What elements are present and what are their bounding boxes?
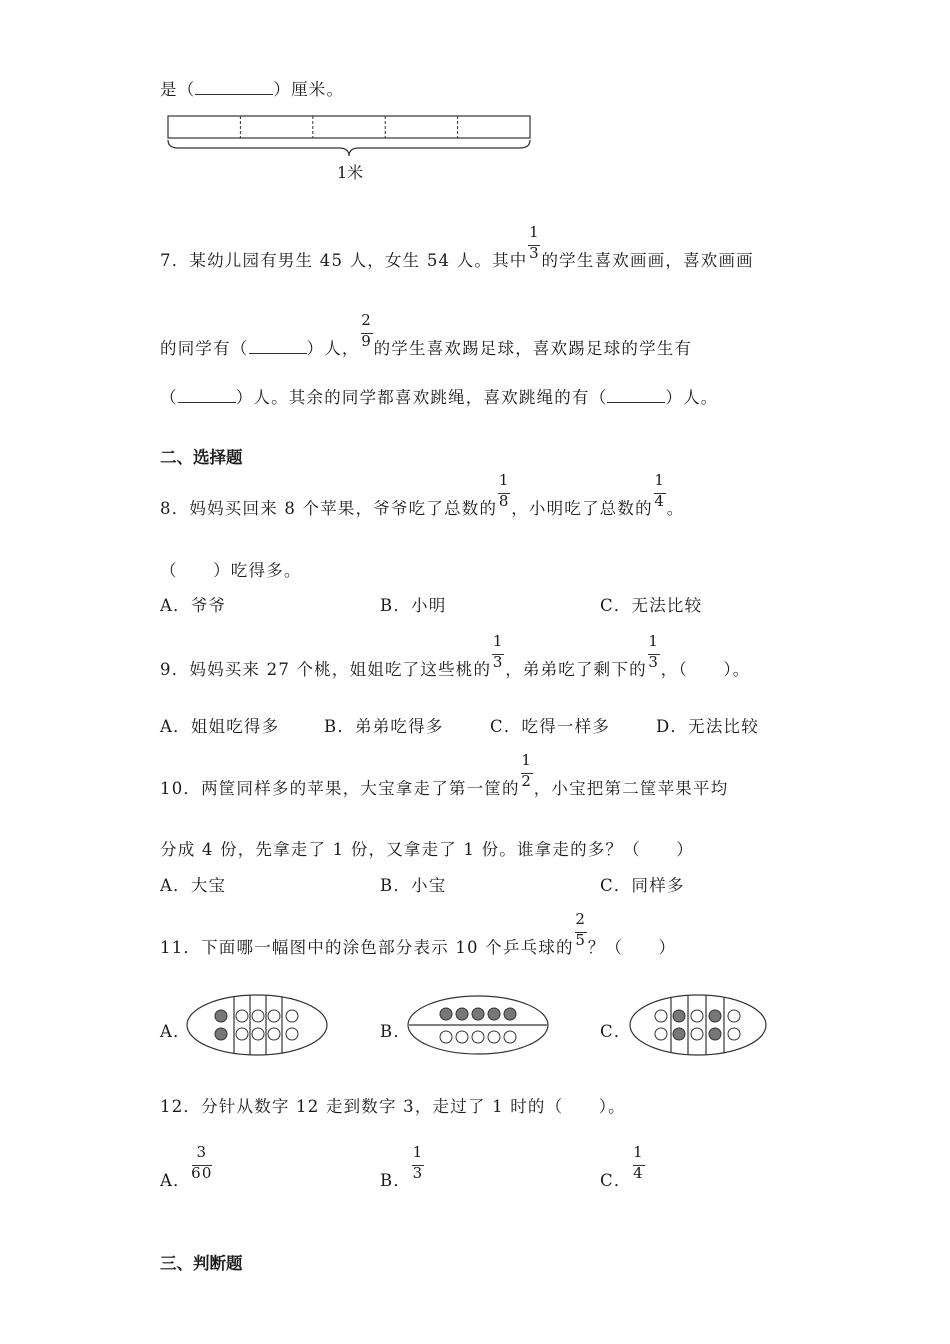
ball-empty xyxy=(488,1031,500,1043)
q7-blank-2[interactable] xyxy=(178,388,236,403)
ruler-dividers xyxy=(240,116,457,138)
q11-option-b[interactable]: B． xyxy=(380,1022,412,1041)
frac-num: 1 xyxy=(492,632,504,650)
ball-empty xyxy=(236,1028,248,1040)
q6-ruler-diagram xyxy=(0,0,950,200)
q11-option-a[interactable]: A． xyxy=(160,1022,191,1041)
ball-empty xyxy=(655,1028,667,1040)
q10-text-b: ，小宝把第二筐苹果平均 xyxy=(533,779,729,798)
q7-text-d: ）人， xyxy=(306,339,360,358)
q10-option-a[interactable]: A．大宝 xyxy=(160,876,227,895)
ball-filled xyxy=(488,1008,500,1020)
q8-text-c: 。 xyxy=(666,499,685,518)
section-3-heading: 三、判断题 xyxy=(160,1254,243,1273)
q9-line1 xyxy=(160,632,751,680)
q7-text-b: 的学生喜欢画画，喜欢画画 xyxy=(541,251,754,270)
ruler-label: 1米 xyxy=(337,163,364,182)
ball-empty xyxy=(728,1010,740,1022)
frac-den: 3 xyxy=(492,653,504,671)
frac-den: 8 xyxy=(498,492,510,510)
ball-empty xyxy=(268,1028,280,1040)
q10-option-c[interactable]: C．同样多 xyxy=(600,876,685,895)
ball-empty xyxy=(286,1028,298,1040)
q7-text-g: ）人。其余的同学都喜欢跳绳，喜欢跳绳的有（ xyxy=(235,388,608,407)
frac-num: 1 xyxy=(648,632,660,650)
q12-b-fraction xyxy=(411,1143,425,1186)
q8-fraction-2 xyxy=(653,471,667,514)
ball-filled xyxy=(673,1010,685,1022)
frac-den: 2 xyxy=(521,772,533,790)
ball-filled xyxy=(215,1010,227,1022)
q9-option-d[interactable]: D．无法比较 xyxy=(656,717,759,736)
q7-text-h: ）人。 xyxy=(665,388,719,407)
ball-empty xyxy=(456,1031,468,1043)
q8-line2: （ ）吃得多。 xyxy=(160,561,302,580)
q11-figure-b[interactable] xyxy=(406,994,556,1058)
q10-text-a: 10．两筐同样多的苹果，大宝拿走了第一筐的 xyxy=(160,779,520,798)
q8-line1 xyxy=(160,471,685,519)
ball-empty xyxy=(252,1028,264,1040)
frac-den: 3 xyxy=(648,653,660,671)
q12-c-fraction xyxy=(632,1143,646,1186)
q12-option-c[interactable] xyxy=(600,1143,646,1191)
frac-den: 4 xyxy=(633,1164,644,1182)
frac-num: 2 xyxy=(575,910,587,928)
q8-fraction-1 xyxy=(497,471,511,514)
q7-text-a: 7．某幼儿园有男生 45 人，女生 54 人。其中 xyxy=(160,251,528,270)
q8-option-b[interactable]: B．小明 xyxy=(380,596,447,615)
q9-text-a: 9．妈妈买来 27 个桃，姐姐吃了这些桃的 xyxy=(160,660,492,679)
q7-line3 xyxy=(160,384,719,408)
frac-num: 1 xyxy=(521,751,533,769)
ball-filled xyxy=(440,1008,452,1020)
frac-num: 1 xyxy=(654,471,666,489)
q9-fraction-2 xyxy=(647,632,661,675)
section-2-heading: 二、选择题 xyxy=(160,448,243,467)
q12-a-fraction xyxy=(191,1143,213,1186)
q11-figure-c[interactable] xyxy=(628,992,778,1058)
q11-option-c[interactable]: C． xyxy=(600,1022,632,1041)
q7-fraction-2 xyxy=(360,311,374,354)
ball-filled xyxy=(709,1010,721,1022)
q11-text-a: 11．下面哪一幅图中的涂色部分表示 10 个乒乓球的 xyxy=(160,938,574,957)
q6-prefix: 是（ xyxy=(160,80,196,99)
option-label: C． xyxy=(600,1171,632,1190)
q11-line1 xyxy=(160,910,677,958)
ruler-bar xyxy=(168,116,530,138)
ball-empty xyxy=(691,1028,703,1040)
q9-option-c[interactable]: C．吃得一样多 xyxy=(490,717,611,736)
q10-option-b[interactable]: B．小宝 xyxy=(380,876,447,895)
frac-den: 9 xyxy=(361,332,372,350)
frac-num: 1 xyxy=(633,1143,644,1161)
frac-den: 60 xyxy=(191,1164,213,1182)
q8-text-a: 8．妈妈买回来 8 个苹果，爷爷吃了总数的 xyxy=(160,499,498,518)
ball-empty xyxy=(728,1028,740,1040)
q12-option-a[interactable] xyxy=(160,1143,213,1191)
q11-figure-a[interactable] xyxy=(186,992,336,1058)
ball-filled xyxy=(456,1008,468,1020)
q7-line2 xyxy=(160,311,693,359)
q7-blank-1[interactable] xyxy=(249,339,307,354)
ball-empty xyxy=(655,1010,667,1022)
frac-num: 1 xyxy=(529,223,540,241)
option-label: A． xyxy=(160,1171,191,1190)
ruler-brace xyxy=(168,140,530,156)
q12-option-b[interactable] xyxy=(380,1143,425,1191)
frac-num: 1 xyxy=(412,1143,424,1161)
option-label: B． xyxy=(380,1171,412,1190)
frac-num: 3 xyxy=(196,1143,208,1161)
q9-text-b: ，弟弟吃了剩下的 xyxy=(505,660,647,679)
ball-empty xyxy=(236,1010,248,1022)
q9-fraction-1 xyxy=(491,632,505,675)
q8-text-b: ，小明吃了总数的 xyxy=(511,499,653,518)
q9-text-c: ，（ ）。 xyxy=(660,660,751,679)
q7-line1 xyxy=(160,223,754,271)
frac-num: 2 xyxy=(361,311,372,329)
q12-line1: 12．分针从数字 12 走到数字 3，走过了 1 时的（ ）。 xyxy=(160,1097,626,1116)
q11-fraction-1 xyxy=(574,910,588,953)
ball-empty xyxy=(472,1031,484,1043)
frac-den: 3 xyxy=(412,1164,424,1182)
q8-option-c[interactable]: C．无法比较 xyxy=(600,596,703,615)
ball-filled xyxy=(504,1008,516,1020)
ball-empty xyxy=(252,1010,264,1022)
q7-fraction-1 xyxy=(527,223,541,266)
ball-empty xyxy=(268,1010,280,1022)
ball-empty xyxy=(691,1010,703,1022)
frac-den: 3 xyxy=(529,244,540,262)
q7-blank-3[interactable] xyxy=(607,388,665,403)
ball-filled xyxy=(215,1028,227,1040)
ball-empty xyxy=(440,1031,452,1043)
ball-filled xyxy=(472,1008,484,1020)
frac-num: 1 xyxy=(498,471,510,489)
ball-filled xyxy=(709,1028,721,1040)
frac-den: 4 xyxy=(654,492,666,510)
q11-text-b: ？（ ） xyxy=(587,938,677,957)
ball-empty xyxy=(286,1010,298,1022)
q10-fraction-1 xyxy=(520,751,534,794)
q8-option-a[interactable]: A．爷爷 xyxy=(160,596,227,615)
frac-den: 5 xyxy=(575,931,587,949)
q9-option-b[interactable]: B．弟弟吃得多 xyxy=(324,717,444,736)
ball-empty xyxy=(504,1031,516,1043)
q10-line1 xyxy=(160,751,729,799)
q9-option-a[interactable]: A．姐姐吃得多 xyxy=(160,717,280,736)
q7-text-f: （ xyxy=(160,388,178,407)
ball-filled xyxy=(673,1028,685,1040)
q6-suffix: ）厘米。 xyxy=(273,80,345,99)
q10-line2: 分成 4 份，先拿走了 1 份，又拿走了 1 份。谁拿走的多？（ ） xyxy=(160,840,694,859)
q7-text-c: 的同学有（ xyxy=(160,339,249,358)
q7-text-e: 的学生喜欢踢足球，喜欢踢足球的学生有 xyxy=(373,339,693,358)
